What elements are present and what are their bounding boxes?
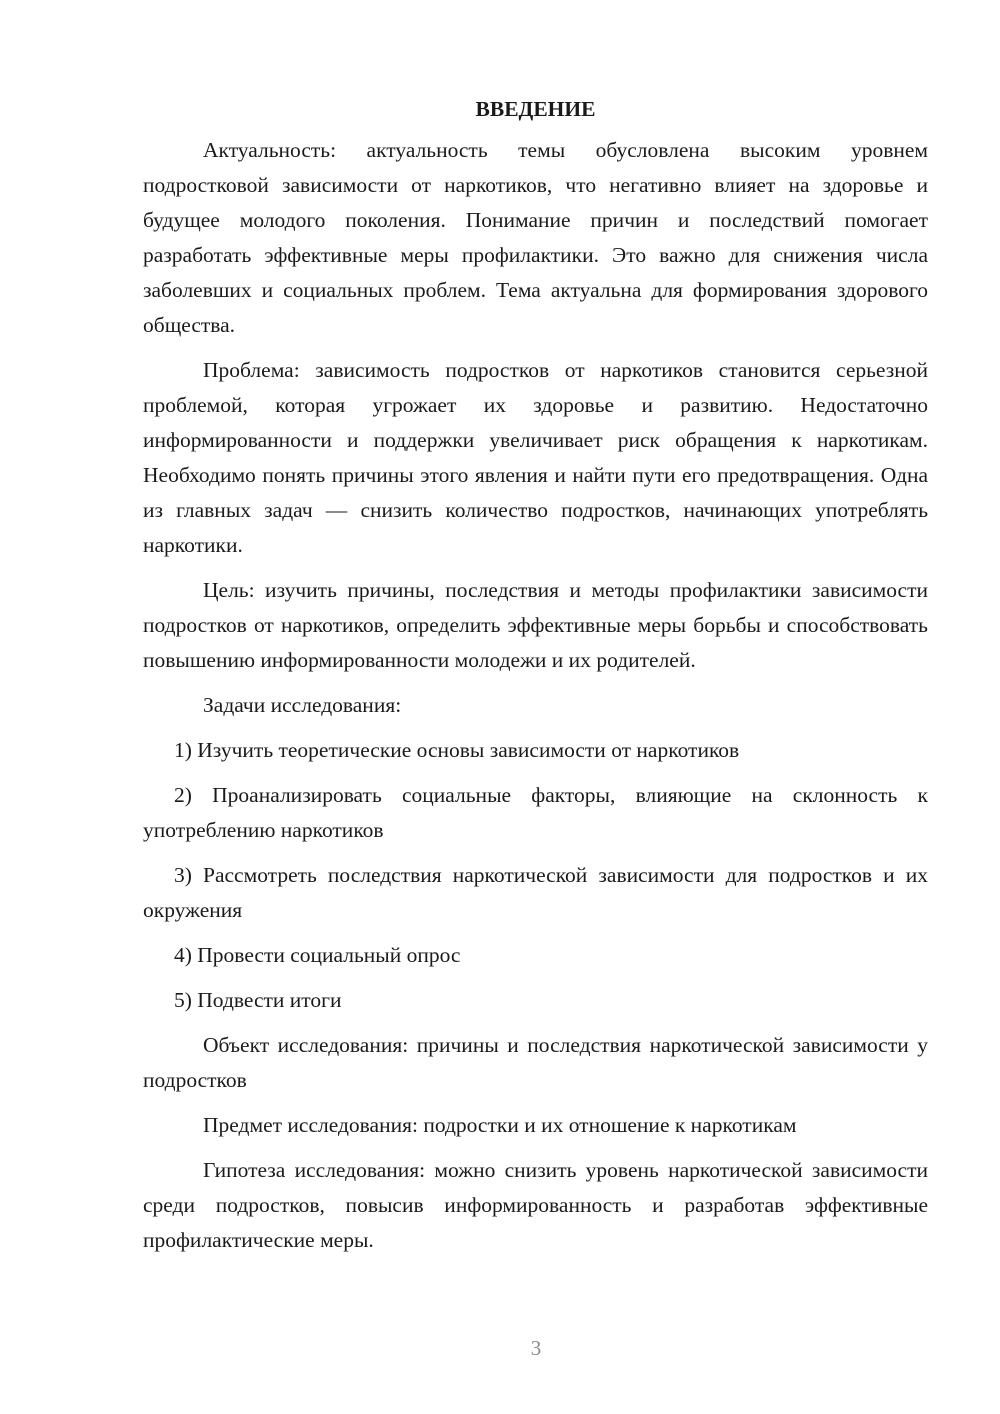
task-item: 4) Провести социальный опрос <box>174 943 461 967</box>
task-item: 2) Проанализировать социальные факторы, влияющие на склонность к употреблению наркотиков <box>143 783 928 842</box>
task-item: 3) Рассмотреть последствия наркотической зависимости для подростков и их окружения <box>143 863 928 922</box>
page-number: 3 <box>530 1336 542 1360</box>
tasks-heading: Задачи исследования: <box>203 693 402 717</box>
relevance-paragraph: Актуальность: актуальность темы обусловлена высоким уровнем подростковой зависимости от наркотиков, что негативно влияет на здоровье и будущее молодого поколения. Понимание причин и последствий помогает разработать эффективные меры профилактики. Это важно для снижения числа заболевших и социальных проблем. Тема актуальна для формирования здорового общества. <box>143 138 928 337</box>
hypothesis-paragraph: Гипотеза исследования: можно снизить уровень наркотической зависимости среди подростков, повысив информированность и разработав эффективные профилактические меры. <box>143 1158 928 1252</box>
page-title: ВВЕДЕНИЕ <box>475 97 596 121</box>
document-page <box>143 92 928 1268</box>
goal-paragraph: Цель: изучить причины, последствия и методы профилактики зависимости подростков от наркотиков, определить эффективные меры борьбы и способствовать повышению информированности молодежи и их родителей. <box>143 578 928 672</box>
task-item: 1) Изучить теоретические основы зависимости от наркотиков <box>174 738 740 762</box>
object-paragraph: Объект исследования: причины и последствия наркотической зависимости у подростков <box>143 1033 928 1092</box>
problem-paragraph: Проблема: зависимость подростков от наркотиков становится серьезной проблемой, которая угрожает их здоровье и развитию. Недостаточно информированности и поддержки увеличивает риск обращения к наркотикам. Необходимо понять причины этого явления и найти пути его предотвращения. Одна из главных задач — снизить количество подростков, начинающих употреблять наркотики. <box>143 358 928 557</box>
task-item: 5) Подвести итоги <box>174 988 342 1012</box>
tasks-list <box>143 733 928 1018</box>
subject-paragraph: Предмет исследования: подростки и их отношение к наркотикам <box>203 1113 797 1137</box>
